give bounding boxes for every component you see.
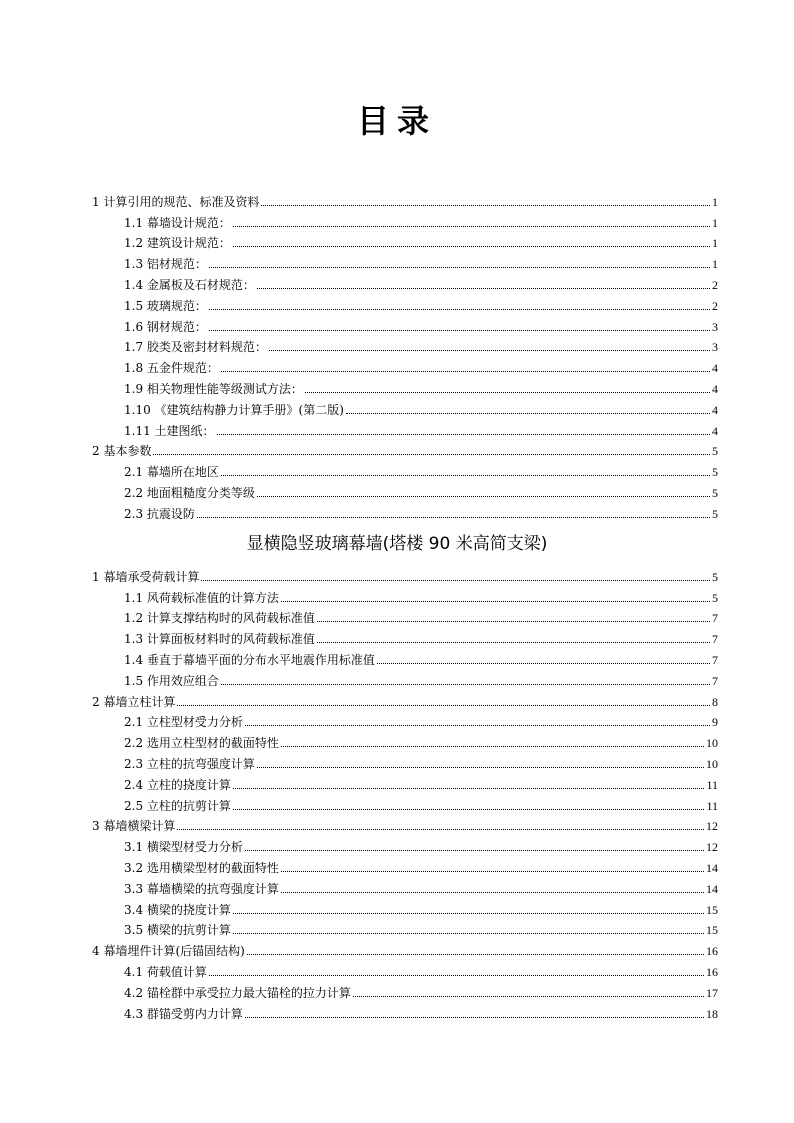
toc-entry-page: 14 (706, 860, 718, 875)
dot-leader (281, 891, 704, 893)
toc-entry-label: 2 幕墙立柱计算 (92, 694, 176, 709)
dot-leader (261, 204, 710, 206)
toc-entry-label: 2.1 立柱型材受力分析 (124, 715, 243, 730)
toc-entry[interactable] (92, 709, 718, 730)
toc-entry[interactable] (92, 813, 718, 834)
toc-entry-label: 1 计算引用的规范、标准及资料 (92, 194, 260, 209)
toc-entry-label: 4.1 荷载值计算 (124, 964, 207, 979)
toc-entry[interactable] (92, 688, 718, 709)
toc-entry-label: 2.3 抗震设防 (124, 506, 195, 521)
dot-leader (247, 953, 704, 955)
toc-entry-page: 7 (712, 611, 718, 626)
dot-leader (317, 641, 710, 643)
toc-entry-label: 1.7 胶类及密封材料规范： (124, 340, 267, 355)
toc-entry[interactable] (92, 1000, 718, 1021)
toc-entry[interactable] (92, 396, 718, 417)
dot-leader (305, 391, 710, 393)
dot-leader (245, 849, 704, 851)
toc-entry-label: 2.5 立柱的抗剪计算 (124, 798, 231, 813)
toc-entry-page: 2 (712, 277, 718, 292)
toc-entry-label: 2.1 幕墙所在地区 (124, 465, 219, 480)
toc-entry-page: 10 (706, 736, 718, 751)
dot-leader (233, 808, 705, 810)
dot-leader (233, 225, 710, 227)
dot-leader (245, 724, 710, 726)
toc-entry[interactable] (92, 479, 718, 500)
toc-entry-page: 12 (706, 819, 718, 834)
dot-leader (209, 266, 710, 268)
dot-leader (233, 932, 704, 934)
toc-entry-label: 1.4 金属板及石材规范： (124, 277, 255, 292)
toc-entry[interactable] (92, 375, 718, 396)
dot-leader (346, 412, 710, 414)
toc-entry-label: 1.11 土建图纸： (124, 423, 215, 438)
toc-entry-page: 16 (706, 964, 718, 979)
toc-entry-page: 5 (712, 485, 718, 500)
toc-entry-page: 17 (706, 985, 718, 1000)
toc-entry-label: 2.3 立柱的抗弯强度计算 (124, 756, 255, 771)
toc-entry-label: 1.2 计算支撑结构时的风荷载标准值 (124, 611, 315, 626)
toc-entry-label: 3 幕墙横梁计算 (92, 819, 176, 834)
toc-entry[interactable] (92, 334, 718, 355)
toc-entry[interactable] (92, 646, 718, 667)
toc-entry[interactable] (92, 230, 718, 251)
dot-leader (353, 995, 704, 997)
toc-entry[interactable] (92, 584, 718, 605)
toc-entry-page: 11 (706, 798, 718, 813)
toc-entry-label: 3.2 选用横梁型材的截面特性 (124, 860, 279, 875)
toc-entry[interactable] (92, 250, 718, 271)
toc-entry[interactable] (92, 438, 718, 459)
toc-entry-label: 3.4 横梁的挠度计算 (124, 902, 231, 917)
toc-entry-label: 1 幕墙承受荷载计算 (92, 569, 200, 584)
toc-entry[interactable] (92, 209, 718, 230)
toc-entry-page: 12 (706, 840, 718, 855)
toc-entry-label: 3.1 横梁型材受力分析 (124, 840, 243, 855)
toc-entry-page: 5 (712, 465, 718, 480)
dot-leader (281, 745, 704, 747)
toc-entry-page: 1 (712, 236, 718, 251)
toc-entry-label: 3.5 横梁的抗剪计算 (124, 923, 231, 938)
dot-leader (233, 912, 704, 914)
dot-leader (197, 516, 710, 518)
toc-entry-page: 5 (712, 506, 718, 521)
toc-entry-page: 5 (712, 569, 718, 584)
dot-leader (177, 828, 704, 830)
toc-entry[interactable] (92, 605, 718, 626)
toc-entry-label: 2.4 立柱的挠度计算 (124, 777, 231, 792)
toc-entry-label: 2.2 选用立柱型材的截面特性 (124, 736, 279, 751)
toc-entry-page: 1 (712, 215, 718, 230)
toc-entry[interactable] (92, 937, 718, 958)
toc-part-b (92, 563, 718, 1021)
toc-entry-label: 1.1 幕墙设计规范： (124, 215, 231, 230)
dot-leader (281, 600, 710, 602)
toc-entry-label: 2 基本参数 (92, 444, 152, 459)
toc-entry-page: 3 (712, 340, 718, 355)
dot-leader (221, 474, 710, 476)
toc-entry-label: 1.6 钢材规范： (124, 319, 207, 334)
toc-entry-page: 11 (706, 777, 718, 792)
toc-entry-page: 4 (712, 361, 718, 376)
dot-leader (269, 349, 710, 351)
toc-entry-label: 1.3 铝材规范： (124, 257, 207, 272)
dot-leader (377, 662, 710, 664)
toc-entry-page: 7 (712, 673, 718, 688)
toc-entry-label: 1.5 玻璃规范： (124, 298, 207, 313)
dot-leader (233, 245, 710, 247)
toc-entry-label: 1.4 垂直于幕墙平面的分布水平地震作用标准值 (124, 652, 375, 667)
toc-entry[interactable] (92, 792, 718, 813)
toc-entry-label: 4.3 群锚受剪内力计算 (124, 1006, 243, 1021)
dot-leader (257, 287, 710, 289)
dot-leader (257, 766, 704, 768)
toc-entry-page: 8 (712, 694, 718, 709)
toc-entry[interactable] (92, 771, 718, 792)
toc-entry-label: 1.2 建筑设计规范： (124, 236, 231, 251)
toc-entry[interactable] (92, 563, 718, 584)
dot-leader (233, 787, 705, 789)
toc-entry-page: 5 (712, 444, 718, 459)
toc-entry-label: 1.1 风荷载标准值的计算方法 (124, 590, 279, 605)
toc-entry-label: 4.2 锚栓群中承受拉力最大锚栓的拉力计算 (124, 985, 351, 1000)
toc-entry-page: 5 (712, 590, 718, 605)
toc-entry-page: 2 (712, 298, 718, 313)
toc-entry[interactable] (92, 875, 718, 896)
toc-entry-page: 3 (712, 319, 718, 334)
toc-entry[interactable] (92, 500, 718, 521)
toc-entry-page: 4 (712, 402, 718, 417)
dot-leader (217, 433, 710, 435)
toc-entry-page: 7 (712, 652, 718, 667)
dot-leader (245, 1016, 704, 1018)
toc-entry-page: 18 (706, 1006, 718, 1021)
toc-entry[interactable] (92, 667, 718, 688)
toc-entry[interactable] (92, 833, 718, 854)
toc-entry-page: 4 (712, 423, 718, 438)
toc-entry-page: 16 (706, 944, 718, 959)
toc-entry-page: 1 (712, 194, 718, 209)
toc-entry-label: 4 幕墙埋件计算(后锚固结构) (92, 944, 245, 959)
toc-entry[interactable] (92, 917, 718, 938)
dot-leader (317, 620, 710, 622)
toc-entry-label: 1.3 计算面板材料时的风荷载标准值 (124, 632, 315, 647)
toc-entry[interactable] (92, 625, 718, 646)
toc-entry[interactable] (92, 292, 718, 313)
dot-leader (221, 370, 710, 372)
dot-leader (257, 495, 710, 497)
toc-entry-label: 1.10 《建筑结构静力计算手册》(第二版) (124, 402, 344, 417)
toc-entry[interactable] (92, 958, 718, 979)
toc-entry[interactable] (92, 750, 718, 771)
toc-entry[interactable] (92, 896, 718, 917)
toc-entry-label: 2.2 地面粗糙度分类等级 (124, 485, 255, 500)
toc-entry-page: 9 (712, 715, 718, 730)
toc-entry-label: 1.8 五金件规范： (124, 361, 219, 376)
toc-entry[interactable] (92, 354, 718, 375)
toc-entry-page: 15 (706, 923, 718, 938)
toc-entry-label: 3.3 幕墙横梁的抗弯强度计算 (124, 881, 279, 896)
page-title: 目录 (356, 102, 437, 140)
toc-entry-page: 14 (706, 881, 718, 896)
toc-entry[interactable] (92, 854, 718, 875)
dot-leader (209, 329, 710, 331)
dot-leader (209, 974, 704, 976)
toc-entry-page: 15 (706, 902, 718, 917)
dot-leader (153, 453, 710, 455)
dot-leader (177, 704, 710, 706)
toc-entry[interactable] (92, 417, 718, 438)
toc-entry[interactable] (92, 979, 718, 1000)
toc-entry[interactable] (92, 458, 718, 479)
toc-entry[interactable] (92, 313, 718, 334)
dot-leader (201, 579, 710, 581)
toc-part-a (92, 188, 718, 521)
toc-entry-label: 1.5 作用效应组合 (124, 673, 219, 688)
toc-entry-page: 10 (706, 756, 718, 771)
dot-leader (221, 683, 710, 685)
toc-entry-label: 1.9 相关物理性能等级测试方法： (124, 381, 303, 396)
toc-entry[interactable] (92, 271, 718, 292)
toc-entry[interactable] (92, 188, 718, 209)
section-heading: 显横隐竖玻璃幕墙(塔楼 90 米高简支梁) (246, 534, 548, 554)
dot-leader (209, 308, 710, 310)
dot-leader (281, 870, 704, 872)
toc-entry-page: 7 (712, 632, 718, 647)
toc-entry-page: 1 (712, 257, 718, 272)
toc-entry-page: 4 (712, 381, 718, 396)
toc-entry[interactable] (92, 729, 718, 750)
